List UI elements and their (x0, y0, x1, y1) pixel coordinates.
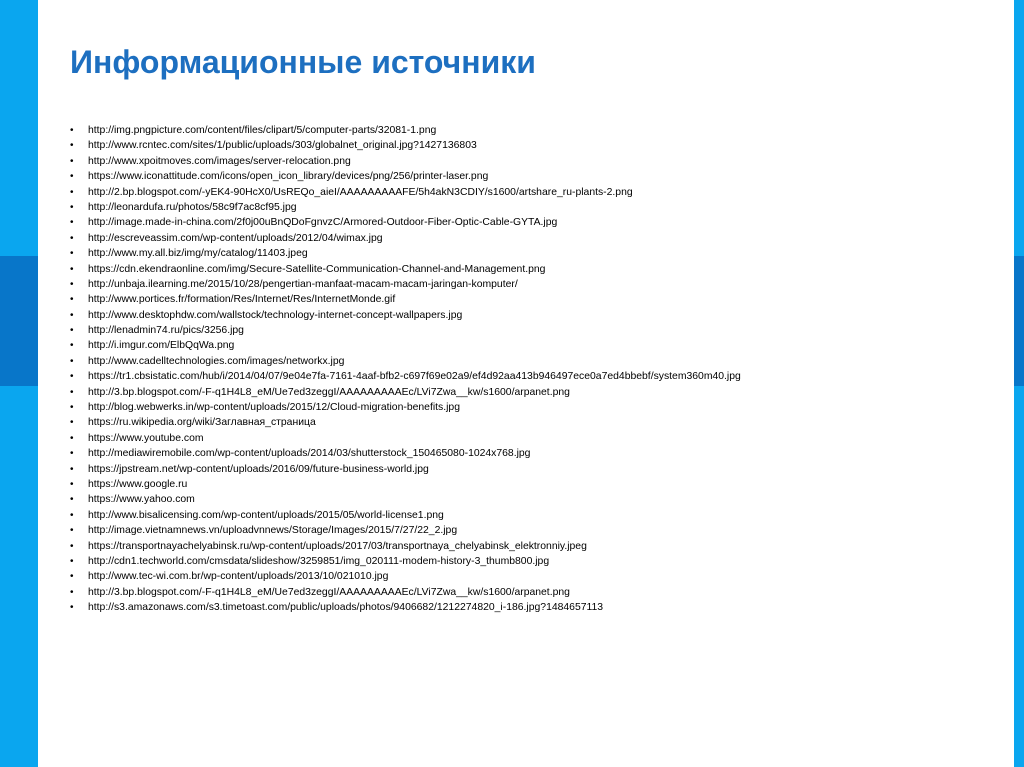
source-link[interactable]: • http://lenadmin74.ru/pics/3256.jpg (70, 323, 990, 338)
source-link[interactable]: • https://jpstream.net/wp-content/uploads/2016/09/future-business-world.jpg (70, 462, 990, 477)
source-link[interactable]: • http://cdn1.techworld.com/cmsdata/slideshow/3259851/img_020111-modem-history-3_thumb800.jpg (70, 554, 990, 569)
source-link[interactable]: • http://www.my.all.biz/img/my/catalog/11403.jpeg (70, 246, 990, 261)
source-link[interactable]: • http://3.bp.blogspot.com/-F-q1H4L8_eM/Ue7ed3zeggI/AAAAAAAAAEc/LVi7Zwa__kw/s1600/arpanet.png (70, 385, 990, 400)
source-link[interactable]: • http://escreveassim.com/wp-content/uploads/2012/04/wimax.jpg (70, 231, 990, 246)
source-link[interactable]: • https://tr1.cbsistatic.com/hub/i/2014/04/07/9e04e7fa-7161-4aaf-bfb2-c697f69e02a9/ef4d92aa413b946497ece0a7ed4bbebf/system360m40.jpg (70, 369, 990, 384)
slide-title: Информационные источники (70, 44, 536, 80)
source-link[interactable]: • http://blog.webwerks.in/wp-content/uploads/2015/12/Cloud-migration-benefits.jpg (70, 400, 990, 415)
source-link[interactable]: • https://www.yahoo.com (70, 492, 990, 507)
source-link[interactable]: • http://image.vietnamnews.vn/uploadvnnews/Storage/Images/2015/7/27/22_2.jpg (70, 523, 990, 538)
source-link[interactable]: • http://leonardufa.ru/photos/58c9f7ac8cf95.jpg (70, 200, 990, 215)
source-link[interactable]: • http://i.imgur.com/ElbQqWa.png (70, 338, 990, 353)
source-link[interactable]: • http://img.pngpicture.com/content/files/clipart/5/computer-parts/32081-1.png (70, 123, 990, 138)
source-link[interactable]: • http://3.bp.blogspot.com/-F-q1H4L8_eM/Ue7ed3zeggI/AAAAAAAAAEc/LVi7Zwa__kw/s1600/arpanet.png (70, 585, 990, 600)
right-accent-bar-dark-segment (1014, 256, 1024, 386)
source-link[interactable]: • http://unbaja.ilearning.me/2015/10/28/pengertian-manfaat-macam-macam-jaringan-komputer/ (70, 277, 990, 292)
source-link[interactable]: • http://www.desktophdw.com/wallstock/technology-internet-concept-wallpapers.jpg (70, 308, 990, 323)
source-link[interactable]: • https://cdn.ekendraonline.com/img/Secure-Satellite-Communication-Channel-and-Management.png (70, 262, 990, 277)
source-link[interactable]: • http://s3.amazonaws.com/s3.timetoast.com/public/uploads/photos/9406682/1212274820_i-186.jpg?1484657113 (70, 600, 990, 615)
source-link[interactable]: • http://www.rcntec.com/sites/1/public/uploads/303/globalnet_original.jpg?1427136803 (70, 138, 990, 153)
left-accent-bar-dark-segment (0, 256, 38, 386)
sources-list (70, 123, 990, 616)
source-link[interactable]: • http://2.bp.blogspot.com/-yEK4-90HcX0/UsREQo_aieI/AAAAAAAAAFE/5h4akN3CDIY/s1600/artshare_ru-plants-2.png (70, 185, 990, 200)
source-link[interactable]: • https://ru.wikipedia.org/wiki/Заглавная_страница (70, 415, 990, 430)
source-link[interactable]: • http://www.bisalicensing.com/wp-content/uploads/2015/05/world-license1.png (70, 508, 990, 523)
source-link[interactable]: • http://www.portices.fr/formation/Res/Internet/Res/InternetMonde.gif (70, 292, 990, 307)
source-link[interactable]: • https://www.google.ru (70, 477, 990, 492)
source-link[interactable]: • https://www.youtube.com (70, 431, 990, 446)
source-link[interactable]: • https://transportnayachelyabinsk.ru/wp-content/uploads/2017/03/transportnaya_chelyabinsk_elektronniy.jpeg (70, 539, 990, 554)
source-link[interactable]: • http://mediawiremobile.com/wp-content/uploads/2014/03/shutterstock_150465080-1024x768.jpg (70, 446, 990, 461)
source-link[interactable]: • https://www.iconattitude.com/icons/open_icon_library/devices/png/256/printer-laser.png (70, 169, 990, 184)
source-link[interactable]: • http://www.tec-wi.com.br/wp-content/uploads/2013/10/021010.jpg (70, 569, 990, 584)
source-link[interactable]: • http://www.xpoitmoves.com/images/server-relocation.png (70, 154, 990, 169)
source-link[interactable]: • http://image.made-in-china.com/2f0j00uBnQDoFgnvzC/Armored-Outdoor-Fiber-Optic-Cable-GYTA.jpg (70, 215, 990, 230)
source-link[interactable]: • http://www.cadelltechnologies.com/images/networkx.jpg (70, 354, 990, 369)
